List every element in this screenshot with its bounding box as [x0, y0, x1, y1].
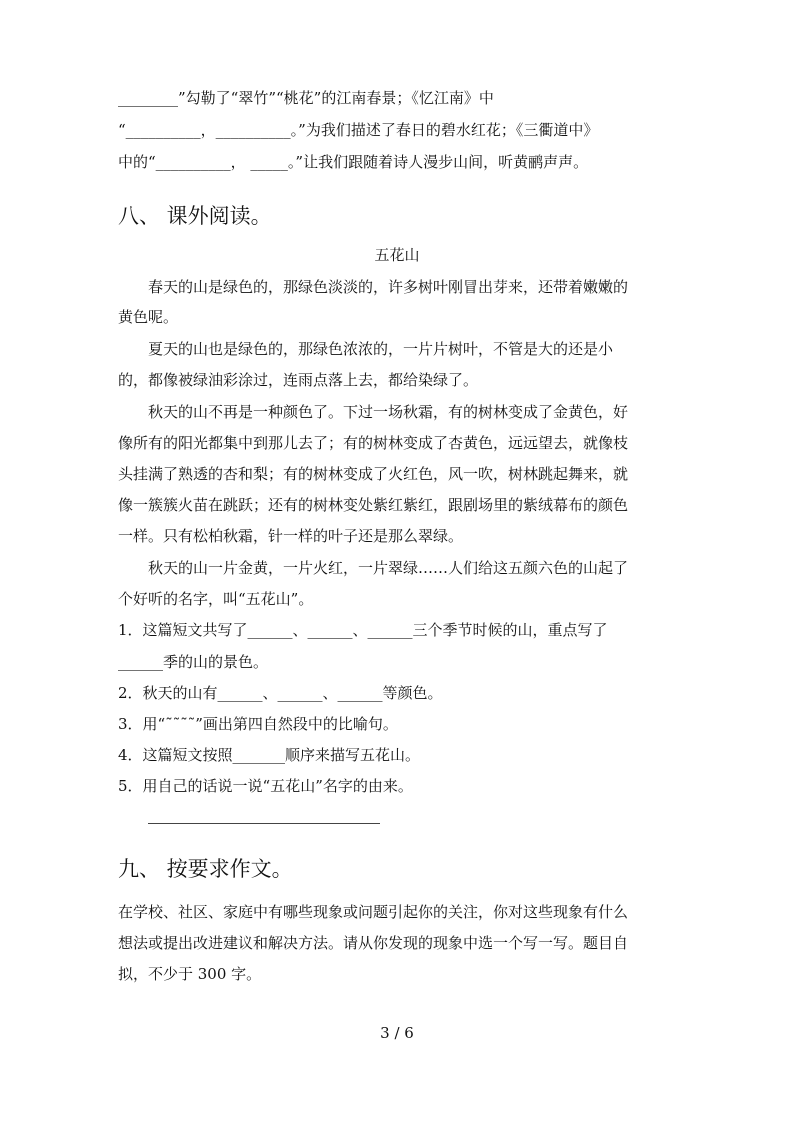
- reading-paragraph-line: 夏天的山也是绿色的，那绿色浓浓的，一片片树叶，不管是大的还是小: [148, 340, 614, 358]
- essay-prompt-line: 拟，不少于 300 字。: [118, 965, 262, 983]
- question-1: 1．这篇短文共写了______、______、______三个季节时候的山，重点写了: [118, 621, 608, 639]
- reading-paragraph-line: 春天的山是绿色的，那绿色淡淡的，许多树叶刚冒出芽来，还带着嫩嫩的: [148, 278, 629, 296]
- poem-fill-line-3: 中的“__________， _____。”让我们跟随着诗人漫步山间，听黄鹂声声。: [118, 153, 589, 171]
- page-number: 3 / 6: [380, 1024, 414, 1042]
- reading-title: 五花山: [374, 246, 420, 264]
- question-5: 5．用自己的话说一说“五花山”名字的由来。: [118, 777, 413, 795]
- reading-paragraph-line: 秋天的山不再是一种颜色了。下过一场秋霜，有的树林变成了金黄色，好: [148, 403, 629, 421]
- answer-line: [148, 823, 380, 824]
- question-2: 2．秋天的山有______、______、______等颜色。: [118, 684, 443, 702]
- reading-paragraph-line: 的，都像被绿油彩涂过，连雨点落上去，都给染绿了。: [118, 371, 479, 389]
- question-4: 4．这篇短文按照_______顺序来描写五花山。: [118, 746, 421, 764]
- reading-paragraph-line: 黄色呢。: [118, 308, 179, 326]
- question-3: 3．用“˜˜˜˜”画出第四自然段中的比喻句。: [118, 715, 398, 733]
- reading-paragraph-line: 一样。只有松柏秋霜，针一样的叶子还是那么翠绿。: [118, 527, 464, 545]
- reading-paragraph-line: 像所有的阳光都集中到那儿去了；有的树林变成了杏黄色，远远望去，就像枝: [118, 434, 629, 452]
- poem-fill-line-1: ________”勾勒了“翠竹”“桃花”的江南春景；《忆江南》中: [118, 89, 494, 107]
- essay-prompt-line: 在学校、社区、家庭中有哪些现象或问题引起你的关注，你对这些现象有什么: [118, 903, 629, 921]
- section-8-heading: 八、 课外阅读。: [118, 204, 272, 228]
- reading-paragraph-line: 头挂满了熟透的杏和梨；有的树林变成了火红色，风一吹，树林跳起舞来，就: [118, 465, 629, 483]
- reading-paragraph-line: 秋天的山一片金黄，一片火红，一片翠绿……人们给这五颜六色的山起了: [148, 559, 629, 577]
- poem-fill-line-2: “__________，__________。”为我们描述了春日的碧水红花；《三衢道中》: [118, 121, 599, 139]
- section-9-heading: 九、 按要求作文。: [118, 857, 293, 881]
- reading-paragraph-line: 个好听的名字，叫“五花山”。: [118, 590, 314, 608]
- question-1-continued: ______季的山的景色。: [118, 653, 269, 671]
- essay-prompt-line: 想法或提出改进建议和解决方法。请从你发现的现象中选一个写一写。题目自: [118, 934, 629, 952]
- reading-paragraph-line: 像一簇簇火苗在跳跃；还有的树林变处紫红紫红，跟剧场里的紫绒幕布的颜色: [118, 496, 629, 514]
